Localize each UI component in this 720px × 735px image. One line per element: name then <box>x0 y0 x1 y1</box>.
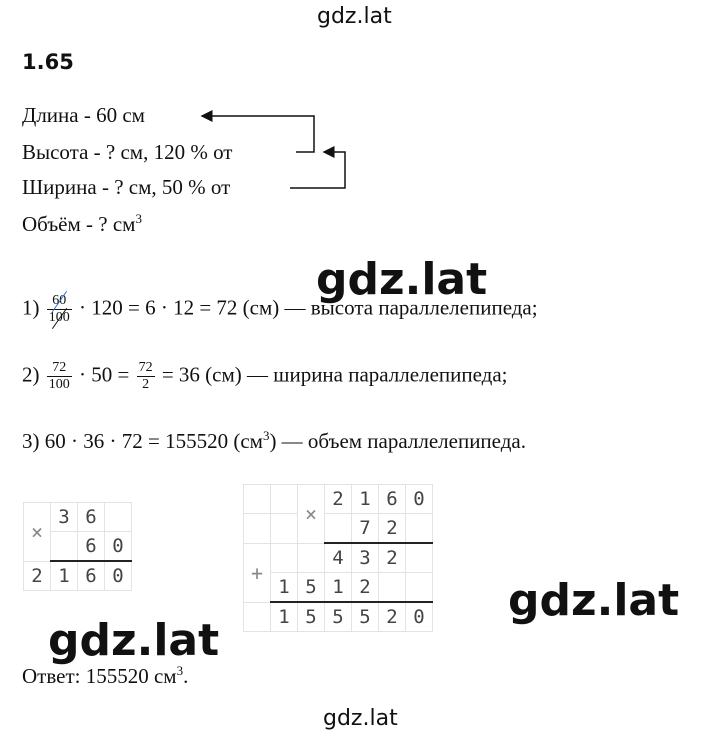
calc2-row <box>244 602 433 632</box>
condition-height: Высота - ? см, 120 % от <box>22 140 233 164</box>
condition-width: Ширина - ? см, 50 % от <box>22 175 231 199</box>
calc2-cell <box>379 573 406 603</box>
calc2-cell: 2 <box>379 543 406 573</box>
answer-tail: . <box>183 664 189 688</box>
calc2-cell: 2 <box>379 514 406 544</box>
calc2-cell <box>271 514 298 544</box>
calc2-cell: 4 <box>325 543 352 573</box>
calc2-cell: 0 <box>406 602 433 632</box>
multiply-sign: × <box>24 503 51 562</box>
calc2-cell: 3 <box>352 543 379 573</box>
calc2-cell: 1 <box>271 602 298 632</box>
calc2-cell: 1 <box>352 485 379 514</box>
volume-sup: 3 <box>135 211 142 226</box>
step1-fraction <box>47 293 72 326</box>
calc1-row <box>24 503 132 532</box>
step2-num1: 72 <box>47 360 72 377</box>
calc2-cell <box>406 573 433 603</box>
calc2-cell: 5 <box>298 602 325 632</box>
step1-den: 100 <box>48 310 70 325</box>
calc2-cell <box>271 543 298 573</box>
calc2-cell: 1 <box>271 573 298 603</box>
answer-text: Ответ: 155520 см <box>22 664 177 688</box>
calc2-row <box>244 573 433 603</box>
calc2-cell <box>406 514 433 544</box>
step2-num2: 72 <box>138 360 153 375</box>
step1-expr: · 120 = 6 · 12 = 72 (см) — высота параллелепипеда; <box>79 295 538 320</box>
calc1-cell: 6 <box>78 561 105 591</box>
watermark-right: gdz.lat <box>508 575 680 626</box>
calc2-cell <box>298 543 325 573</box>
answer <box>22 663 188 689</box>
calc1-cell: 0 <box>105 532 132 562</box>
calc2-cell: 1 <box>325 573 352 603</box>
step2-label: 2) <box>22 362 40 387</box>
solution-step-1 <box>22 293 538 326</box>
volume-text: Объём - ? см <box>22 212 136 236</box>
step2-mid: · 50 = <box>79 362 130 387</box>
calc1-cell: 0 <box>105 561 132 591</box>
calc2-cell: 6 <box>379 485 406 514</box>
multiply-sign: × <box>298 485 325 544</box>
calc2-cell: 2 <box>379 602 406 632</box>
calc1-row <box>24 561 132 591</box>
calc2-cell: 2 <box>352 573 379 603</box>
watermark-left: gdz.lat <box>48 615 220 666</box>
step3-sup: 3 <box>262 428 270 443</box>
task-number: 1.65 <box>22 50 74 74</box>
step2-fraction-1 <box>47 360 72 393</box>
watermark-bottom: gdz.lat <box>323 706 398 731</box>
step2-den2: 2 <box>142 377 150 392</box>
step3-pre: 3) 60 · 36 · 72 = 155520 (см <box>22 429 263 453</box>
calc1-cell: 1 <box>51 561 78 591</box>
arrow-width-to-height <box>290 152 345 188</box>
calc-table-1 <box>23 502 132 591</box>
watermark-top: gdz.lat <box>317 4 392 29</box>
calc1-cell <box>105 503 132 532</box>
calc2-cell: 2 <box>325 485 352 514</box>
calc1-cell: 6 <box>78 503 105 532</box>
calc2-cell: 5 <box>298 573 325 603</box>
solution-step-3 <box>22 428 526 454</box>
calc2-cell: 5 <box>352 602 379 632</box>
calc1-cell: 3 <box>51 503 78 532</box>
step1-num: 60 <box>47 293 72 310</box>
calc2-cell <box>244 602 271 632</box>
arrow-height-to-length <box>202 116 314 152</box>
calc1-cell <box>51 532 78 562</box>
calc2-cell: 7 <box>352 514 379 544</box>
calc1-cell: 6 <box>78 532 105 562</box>
step1-label: 1) <box>22 295 40 320</box>
calc2-row <box>244 543 433 573</box>
calc-table-2 <box>243 484 433 632</box>
watermark-mid: gdz.lat <box>316 254 488 305</box>
calc2-cell: 0 <box>406 485 433 514</box>
plus-sign: + <box>244 543 271 602</box>
step3-post: ) — объем параллелепипеда. <box>269 429 526 453</box>
step2-expr: = 36 (см) — ширина параллелепипеда; <box>161 362 508 387</box>
calc2-row <box>244 514 433 544</box>
calc2-cell <box>244 485 271 514</box>
calc2-cell <box>244 514 271 544</box>
calc2-cell <box>406 543 433 573</box>
step2-den1: 100 <box>48 377 70 392</box>
solution-step-2 <box>22 360 507 393</box>
calc1-cell: 2 <box>24 561 51 591</box>
calc2-cell <box>271 485 298 514</box>
condition-length: Длина - 60 см <box>22 103 145 127</box>
calc2-cell <box>325 514 352 544</box>
calc2-row <box>244 485 433 514</box>
step2-fraction-2 <box>137 360 155 393</box>
answer-sup: 3 <box>176 663 184 678</box>
calc2-cell: 5 <box>325 602 352 632</box>
